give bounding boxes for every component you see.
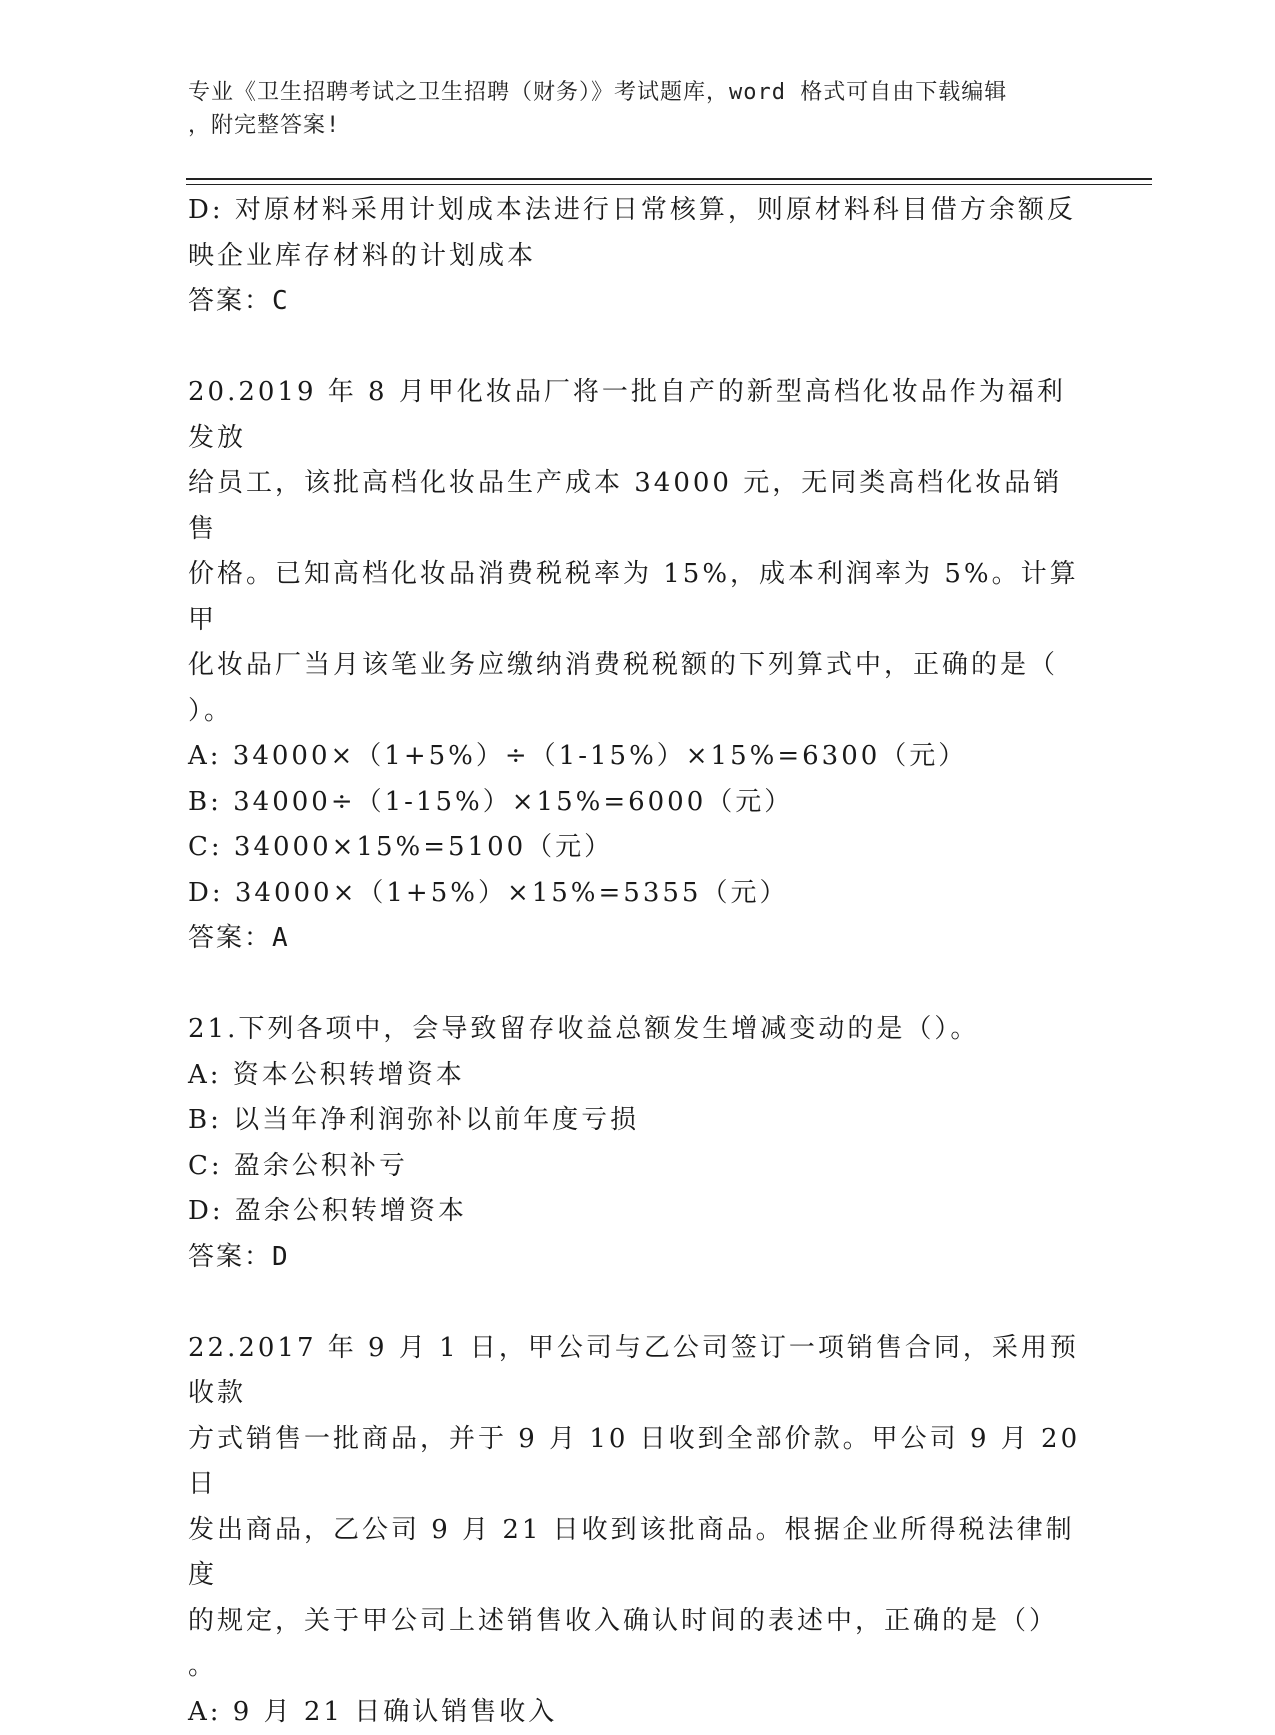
question-stem: 发出商品，乙公司 9 月 21 日收到该批商品。根据企业所得税法律制度 bbox=[188, 1508, 1088, 1599]
option-d: D: 34000×（1+5%）×15%=5355（元） bbox=[188, 871, 1088, 917]
question-stem: 22.2017 年 9 月 1 日，甲公司与乙公司签订一项销售合同，采用预收款 bbox=[188, 1326, 1088, 1417]
answer-line bbox=[188, 279, 1088, 325]
spacer bbox=[188, 325, 1088, 371]
question-stem: 20.2019 年 8 月甲化妆品厂将一批自产的新型高档化妆品作为福利发放 bbox=[188, 370, 1088, 461]
question-stem: 。 bbox=[188, 1644, 1088, 1690]
option-d: D: 对原材料采用计划成本法进行日常核算，则原材料科目借方余额反 bbox=[188, 188, 1088, 234]
answer-line bbox=[188, 1235, 1088, 1281]
header-line-2: ，附完整答案! bbox=[188, 109, 1088, 142]
question-20 bbox=[188, 370, 1088, 962]
question-19-tail bbox=[188, 188, 1088, 325]
answer-label: 答案： bbox=[188, 286, 272, 316]
question-stem: 方式销售一批商品，并于 9 月 10 日收到全部价款。甲公司 9 月 20 日 bbox=[188, 1417, 1088, 1508]
question-stem: 价格。已知高档化妆品消费税税率为 15%，成本利润率为 5%。计算甲 bbox=[188, 552, 1088, 643]
option-c: C: 34000×15%=5100（元） bbox=[188, 825, 1088, 871]
question-stem: 给员工，该批高档化妆品生产成本 34000 元，无同类高档化妆品销售 bbox=[188, 461, 1088, 552]
option-b: B: 34000÷（1-15%）×15%=6000（元） bbox=[188, 780, 1088, 826]
question-stem: 的规定，关于甲公司上述销售收入确认时间的表述中，正确的是（） bbox=[188, 1599, 1088, 1645]
question-stem: 化妆品厂当月该笔业务应缴纳消费税税额的下列算式中，正确的是（ bbox=[188, 643, 1088, 689]
question-21 bbox=[188, 1007, 1088, 1280]
answer-label: 答案： bbox=[188, 923, 272, 953]
spacer bbox=[188, 1280, 1088, 1326]
question-22 bbox=[188, 1326, 1088, 1735]
option-a: A: 34000×（1+5%）÷（1-15%）×15%=6300（元） bbox=[188, 734, 1088, 780]
document-header bbox=[188, 76, 1088, 142]
option-a: A: 资本公积转增资本 bbox=[188, 1053, 1088, 1099]
document-body bbox=[188, 188, 1088, 1735]
answer-value: D bbox=[272, 1242, 290, 1272]
option-a: A: 9 月 21 日确认销售收入 bbox=[188, 1690, 1088, 1735]
answer-label: 答案： bbox=[188, 1242, 272, 1272]
question-stem: ）。 bbox=[188, 689, 1088, 735]
header-line-1: 专业《卫生招聘考试之卫生招聘（财务）》考试题库，word 格式可自由下载编辑 bbox=[188, 76, 1088, 109]
answer-line bbox=[188, 916, 1088, 962]
header-divider-thin bbox=[186, 184, 1152, 185]
option-b: B: 以当年净利润弥补以前年度亏损 bbox=[188, 1098, 1088, 1144]
option-c: C: 盈余公积补亏 bbox=[188, 1144, 1088, 1190]
question-stem: 21.下列各项中，会导致留存收益总额发生增减变动的是（）。 bbox=[188, 1007, 1088, 1053]
answer-value: C bbox=[272, 286, 290, 316]
answer-value: A bbox=[272, 923, 290, 953]
spacer bbox=[188, 962, 1088, 1008]
header-divider-thick bbox=[186, 178, 1152, 180]
option-d: D: 盈余公积转增资本 bbox=[188, 1189, 1088, 1235]
option-d-continued: 映企业库存材料的计划成本 bbox=[188, 234, 1088, 280]
